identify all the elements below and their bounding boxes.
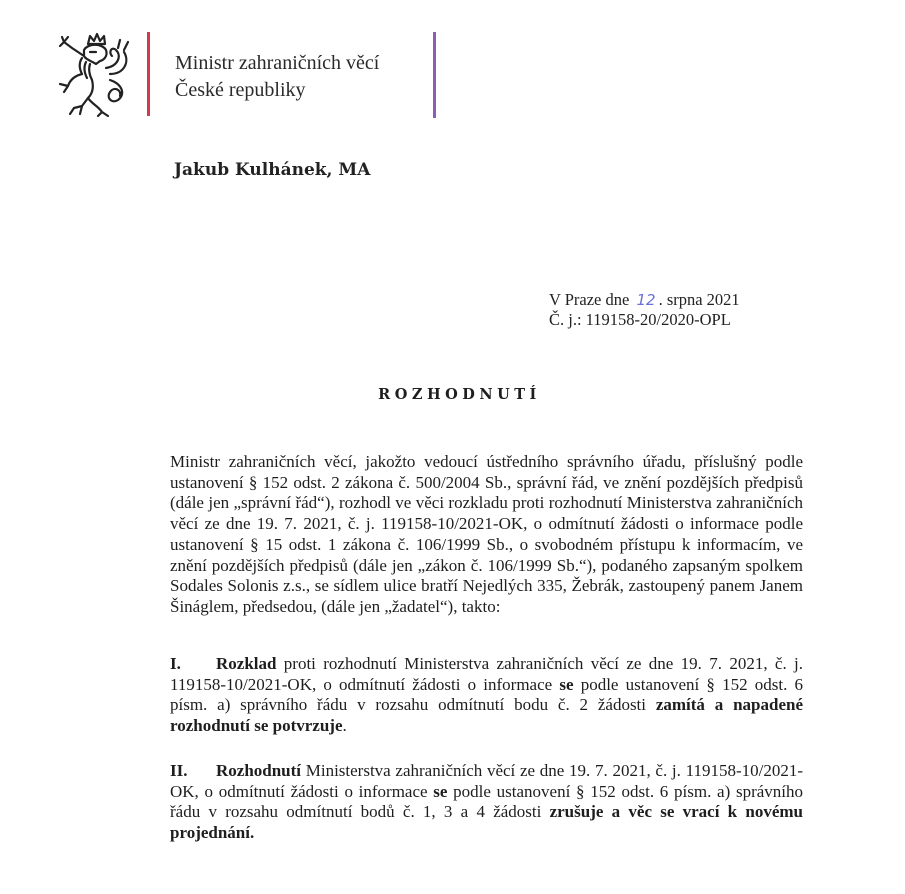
purple-divider-rule (433, 32, 436, 118)
red-divider-rule (147, 32, 150, 116)
point-verdict: zamítá a napadené rozhodnutí se potvrzuje (170, 695, 804, 736)
organization-name (175, 50, 379, 104)
org-line-2: České republiky (175, 79, 306, 101)
date-suffix: . srpna 2021 (658, 290, 740, 309)
point-text-1: proti rozhodnutí Ministerstva zahraničních věcí ze dne 19. 7. 2021, č. j. 119158-10/2021-OK, o odmítnutí žádosti o informace (170, 654, 803, 694)
point-verdict: zrušuje a věc se vrací k novému projednání. (170, 802, 803, 843)
point-text-2: podle ustanovení § 152 odst. 6 písm. a) správního řádu v rozsahu odmítnutí bodu č. 2 žádosti (170, 674, 803, 715)
handwritten-day: 12 (636, 291, 656, 309)
point-bold-mid: se (433, 781, 448, 801)
czech-lion-emblem-icon (52, 28, 142, 120)
intro-paragraph: Ministr zahraničních věcí, jakožto vedoucí ústředního správního úřadu, příslušný podle ustanovení § 152 odst. 2 zákona č. 500/2004 Sb., správní řád, ve znění pozdějších předpisů (dále jen „správní řád“), rozhodl ve věci rozkladu proti rozhodnutí Ministerstva zahraničních věcí ze dne 19. 7. 2021, č. j. 119158-10/2021-OK, o odmítnutí žádosti o informace podle ustanovení § 15 odst. 1 zákona č. 106/1999 Sb., o svobodném přístupu k informacím, ve znění pozdějších předpisů (dále jen „zákon č. 106/1999 Sb.“), podaného zapsaným spolkem Sodales Solonis z.s., se sídlem ulice bratří Nejedlých 335, Žebrák, zastoupený panem Janem Šináglem, předsedou, (dále jen „žadatel“), takto: (170, 452, 803, 616)
point-lead: Rozhodnutí (216, 761, 302, 780)
org-line-1: Ministr zahraničních věcí (175, 52, 380, 74)
reference-number: Č. j.: 119158-20/2020-OPL (549, 310, 731, 329)
document-title: ROZHODNUTÍ (378, 386, 541, 403)
point-text-2: podle ustanovení § 152 odst. 6 písm. a) správního řádu v rozsahu odmítnutí bodů č. 1, 3 a 4 žádosti (170, 781, 804, 822)
date-reference-block (549, 290, 740, 330)
point-text-1: Ministerstva zahraničních věcí ze dne 19. 7. 2021, č. j. 119158-10/2021-OK, o odmítnutí žádosti o informace (170, 761, 803, 801)
point-lead: Rozklad (216, 654, 277, 673)
date-prefix: V Praze dne (549, 290, 630, 309)
decision-point-2 (170, 761, 803, 844)
point-number: I. (170, 654, 181, 673)
point-bold-mid: se (559, 674, 574, 694)
point-tail: . (342, 716, 347, 736)
addressee: Jakub Kulhánek, MA (174, 160, 371, 180)
point-number: II. (170, 761, 188, 780)
date-line (549, 290, 740, 310)
decision-point-1 (170, 654, 803, 737)
